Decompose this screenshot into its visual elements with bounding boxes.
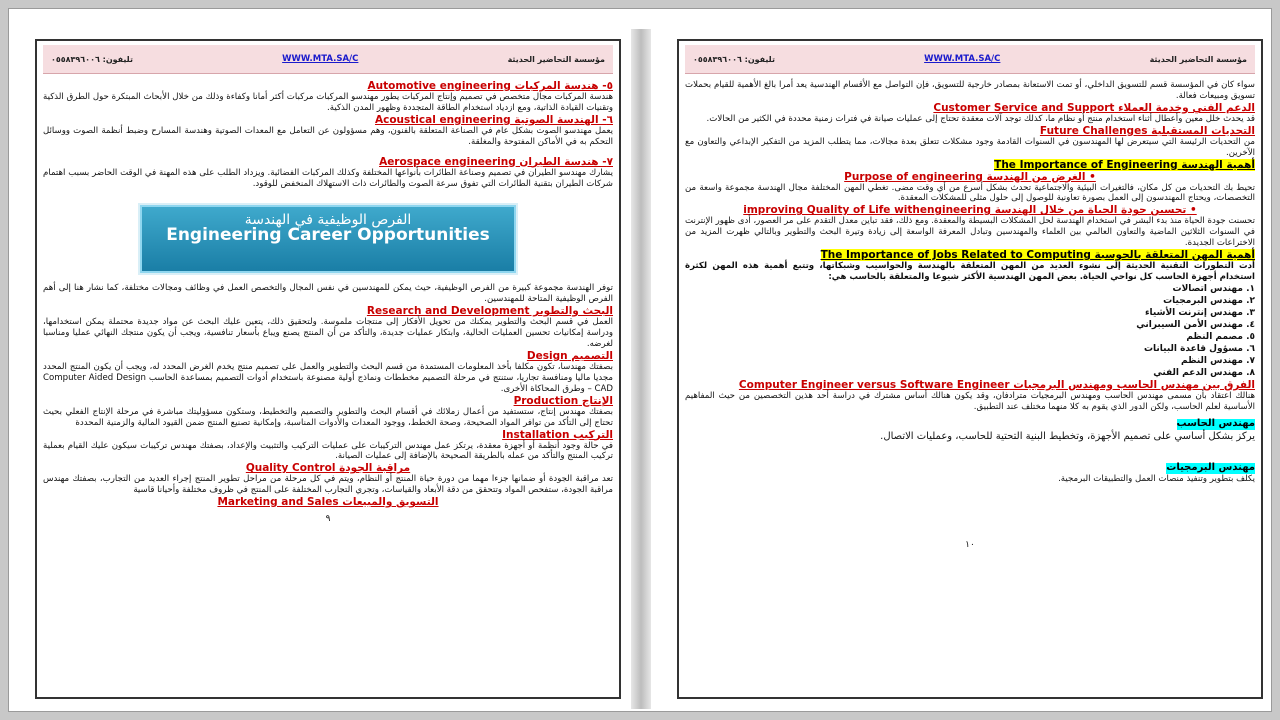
list-item: ٢. مهندس البرمجيات [1163, 295, 1255, 306]
page-gutter [631, 29, 651, 709]
section-title: التصميم Design [526, 349, 613, 362]
paragraph: توفر الهندسة مجموعة كبيرة من الفرص الوظيفية، حيث يمكن للمهندسين في نفس المجال والتخصص العمل في وظائف ومجالات مختلفة، كما نشار هنا إلى أهم الفرص الوظيفية المتاحة للمهندسين. [43, 283, 613, 305]
list-item: ٨. مهندس الدعم الفني [1153, 367, 1255, 378]
highlighted-title: أهمية الهندسة The Importance of Engineering [994, 158, 1255, 171]
header-url-link[interactable]: WWW.MTA.SA/C [282, 54, 359, 64]
paragraph: تعد مراقبة الجودة أو ضمانها جزءا مهما من دورة حياة المنتج أو النظام، ويتم في كل مرحلة من مراحل تطوير المنتج إجراء العديد من التجارب، بصفتك مهندس مراقبة الجودة، ستفحص المواد وتتحقق من دقة الأبعاد والقياسات، وتجري التجارب المختلفة على المنتج في ظروف مختلفة وأحيانا قاسية [43, 474, 613, 496]
list-item: ١. مهندس اتصالات [1172, 283, 1255, 294]
list-item: ٣. مهندس إنترنت الأشياء [1144, 307, 1255, 318]
paragraph: بصفتك مهندسا، تكون مكلفا بأخذ المعلومات المستمدة من قسم البحث والتطوير والعمل على تصميم منتج يخدم الغرض المحدد له، ويجب أن يكون المنتج المحدد مجديا ماليا ومنافسة تجاريا، ستنتج في مرحلة التصميم مخططات ونماذج أولية مصنوعة باستخدام أدوات التصميم بمساعدة الحاسب Computer Aided Design – CAD وطرق المحاكاة الأخرى. [43, 361, 613, 394]
paragraph: يعمل مهندسو الصوت بشكل عام في الصناعة المتعلقة بالفنون، وهم مسؤولون عن التعامل مع المعدات الصوتية وهندسة المسارح وضبط أنظمة الصوت ووسائل التحكم به في الأماكن المفتوحة والمغلقة. [43, 125, 613, 147]
document-viewer [8, 8, 1272, 712]
section-title: التركيب Installation [502, 428, 613, 441]
paragraph: تحيط بك التحديات من كل مكان، فالتغيرات البيئية والاجتماعية تحدث بشكل أسرع من أي وقت مضى. تغطي المهن المختلفة مجال الهندسة مجموعة واسعة من التخصصات، ويحتاج المهندسون إلى العمل بصورة تعاونية للوصول إلى حلول مثلى للمشكلات المعقدة. [685, 182, 1255, 204]
page-header [43, 45, 613, 74]
section-title: ٧- هندسة الطيران Aerospace engineering [379, 155, 613, 168]
section-title: التحديات المستقبلية Future Challenges [1039, 124, 1255, 137]
paragraph: بصفتك مهندس إنتاج، ستستفيد من أعمال زملائك في أقسام البحث والتطوير والتصميم والتخطيط، وستكون مسؤوليتك مباشرة في مرحلة الإنتاج الفعلي بحيث تحتاج إلى التأكد من توافر المواد الصحيحة، وصحة الخطط، ووجود المعدات والأدوات المناسبة، وإمكانية تصنيع المنتج ضمن القيود المالية والزمنية المحددة [43, 406, 613, 428]
paragraph: هندسة المركبات مجال متخصص في تصميم وإنتاج المركبات يطور مهندسو المركبات مركبات أكثر أمانا وكفاءة وذلك من خلال الأبحاث المبتكرة حول الطرق الذكية وتقنيات القيادة الذاتية، ومع ازدياد استخدام الطاقة المتجددة وظهور المدن الذكية. [43, 92, 613, 113]
paragraph: تحسنت جودة الحياة منذ بدء البشر في استخدام الهندسة لحل المشكلات البسيطة والمعقدة. ومع ذلك، فقد تباين معدل التقدم على مر العصور، أدى ظهور الإنترنت في السنوات الثلاثين الماضية والتعاون العالمي بين العلماء والمهندسين وتبادل المعرفة الواسعة إلى زيادة وتيرة البحث والتطوير وبالتالي ظهرت المزيد من الاختراعات الجديدة. [685, 216, 1255, 249]
page-10 [677, 39, 1263, 699]
section-title: ٦- الهندسة الصوتية Acoustical engineering [374, 113, 613, 126]
paragraph: في حالة وجود أنظمة أو أجهزة معقدة، يرتكز عمل مهندس التركيبات على عمليات التركيب والتثبيت والإعداد، بصفتك مهندس تركيبات سيكون عليك القيام بعملية تركيب المنتج والتأكد من عمله بالطريقة الصحيحة بالإضافة إلى عمليات الصيانة. [43, 440, 613, 462]
section-title: • تحسين جودة الحياة من خلال الهندسة improving Quality of Life withengineering [685, 204, 1255, 216]
header-phone: تليفون: ٠٥٥٨٣٩٦٠٠٦ [51, 54, 133, 64]
section-title: الإنتاج Production [513, 394, 613, 407]
paragraph: سواء كان في المؤسسة قسم للتسويق الداخلي، أو تمت الاستعانة بمصادر خارجية للتسويق، فإن التواصل مع الأقسام الهندسية يعد أمرا بالغ الأهمية للقيام بحملات تسويق ومبيعات فعالة. [685, 80, 1255, 101]
paragraph: أدت التطورات التقنية الحديثة إلى نشوء العديد من المهن المتعلقة بالهندسة والحواسيب وشبكاتها، وتتبع أهمية هذه المهن لكثرة استخدام أجهزة الحاسب كل نواحي الحياة. بعض المهن الهندسية الأكثر شيوعا والمتعلقة بالحاسب هي: [685, 261, 1255, 282]
section-title: الفرق بين مهندس الحاسب ومهندس البرمجيات Computer Engineer versus Software Engineer [738, 378, 1255, 391]
section-title: ٥- هندسة المركبات Automotive engineering [367, 80, 613, 92]
list-item: ٦. مسؤول قاعدة البيانات [1143, 343, 1255, 354]
page-content [43, 80, 613, 525]
banner-arabic-title: الفرص الوظيفية في الهندسة [244, 212, 412, 229]
paragraph: قد يحدث خلل معين وأعطال أثناء استخدام منتج أو نظام ما، كذلك توجد آلات معقدة تحتاج إلى عمليات صيانة في فترات زمنية محددة في الكثير من الحالات. [706, 113, 1255, 124]
page-content [685, 80, 1255, 551]
page-9 [35, 39, 621, 699]
banner-english-title: Engineering Career Opportunities [166, 225, 490, 246]
highlighted-title: أهمية المهن المتعلقة بالحوسبة The Importance of Jobs Related to Computing [820, 249, 1255, 262]
page-number: ١٠ [965, 540, 975, 551]
paragraph: العمل في قسم البحث والتطوير يمكنك من تحويل الأفكار إلى منتجات ملموسة. ولتحقيق ذلك، يتعين عليك البحث عن مواد جديدة محتملة يمكن استخدامها، ودراسة إمكانيات تحسين العمليات الحالية، وابتكار عمليات جديدة، والتأكد من أن المنتج يصنع ويباع بأسعار تنافسية، ويجب أن يكون منتجك النهائي عمليا ومناسبا لغرضه. [43, 317, 613, 350]
header-url-link[interactable]: WWW.MTA.SA/C [924, 54, 1001, 64]
paragraph: يشارك مهندسو الطيران في تصميم وصناعة الطائرات بأنواعها المختلفة وكذلك المركبات الفضائية. ويزداد الطلب على هذه المهنة في الوقت الحاضر بسبب اهتمام شركات الطيران بتقنية الطائرات التي تفوق سرعة الصوت والطائرات ذات الاستهلاك المنخفض للوقود. [43, 167, 613, 189]
section-title: الدعم الفني وخدمة العملاء Customer Service and Support [933, 101, 1255, 114]
section-title: التسويق والمبيعات Marketing and Sales [217, 496, 439, 509]
paragraph: يكلف بتطوير وتنفيذ منصات العمل والتطبيقات البرمجية. [1058, 473, 1255, 484]
list-item: ٥. مصمم النظم [1186, 331, 1255, 342]
header-org-name: مؤسسة التحاضير الحديثة [507, 54, 605, 64]
section-title: البحث والتطوير Research and Development [366, 305, 613, 318]
page-number: ٩ [325, 514, 331, 525]
highlighted-label: مهندس البرمجيات [1166, 461, 1255, 473]
section-title: مراقبة الجودة Quality Control [245, 462, 411, 475]
paragraph: من التحديات الرئيسة التي سيتعرض لها المهندسون في السنوات القادمة وجود مشكلات تتعلق بعدة مجالات، مما يتطلب المزيد من التفكير الإبداعي والتعاون مع الآخرين. [685, 136, 1255, 158]
list-item: ٧. مهندس النظم [1181, 355, 1255, 366]
highlighted-label: مهندس الحاسب [1176, 417, 1255, 429]
career-banner [140, 205, 516, 273]
jobs-list [685, 283, 1255, 379]
header-phone: تليفون: ٠٥٥٨٣٩٦٠٠٦ [693, 54, 775, 64]
section-title: • الغرض من الهندسة Purpose of engineering [685, 171, 1255, 183]
list-item: ٤. مهندس الأمن السيبراني [1136, 319, 1255, 330]
page-header [685, 45, 1255, 74]
header-org-name: مؤسسة التحاضير الحديثة [1149, 54, 1247, 64]
paragraph: يركز بشكل أساسي على تصميم الأجهزة، وتخطيط البنية التحتية للحاسب، وعمليات الاتصال. [880, 430, 1255, 442]
paragraph: هنالك اعتقاد بأن مسمى مهندس الحاسب ومهندس البرمجيات مترادفان، وقد يكون هنالك أساس مشترك في دراسة أحد هذين التخصصين من حيث المفاهيم الأساسية لعلم الحاسب، ولكن الدور الذي يقوم به كلا منهما مختلف عند التطبيق. [685, 390, 1255, 412]
